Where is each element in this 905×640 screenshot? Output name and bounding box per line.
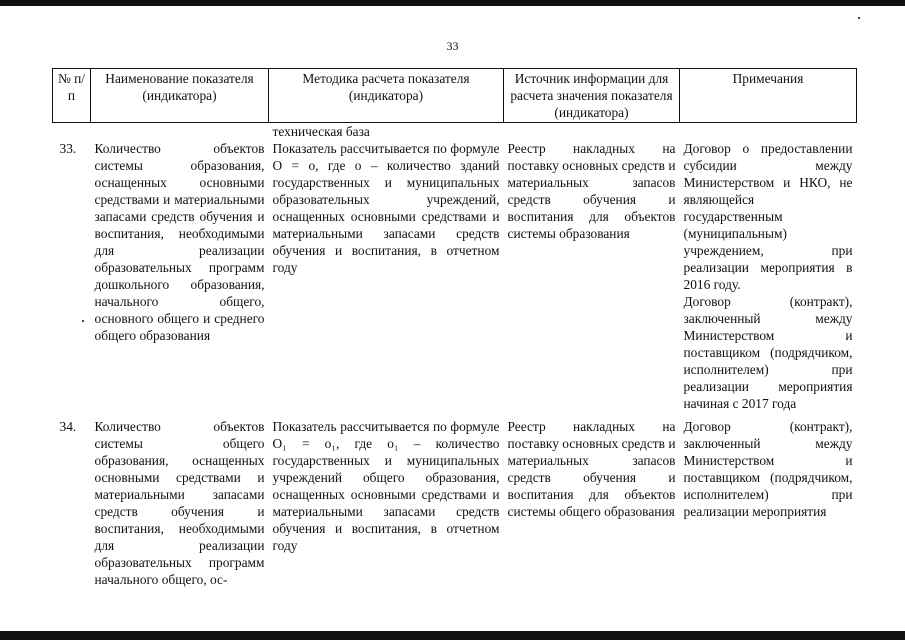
table-header-row: [53, 69, 857, 123]
row-notes: [680, 140, 857, 412]
scan-top-border: [0, 0, 905, 6]
row-notes-part: Договор о предоставлении субсидии между Министерством и НКО, не являющейся государственным (муниципальным) учреждением, при реализации мероприятия в 2016 году.: [683, 141, 853, 292]
indicators-table: [52, 68, 857, 588]
page-number: 33: [446, 39, 459, 53]
scan-bottom-border: [0, 631, 905, 640]
row-source: Реестр накладных на поставку основных средств и материальных запасов средств обучения и воспитания для объектов системы общего образования: [507, 419, 676, 519]
row-num: 34.: [59, 419, 77, 434]
row-name: Количество объектов системы образования, оснащенных основными средствами и материальными запасами средств обучения и воспитания, необходимыми для реализации образовательных программ дошкольного образования, начального общего, основного общего и среднего общего образования: [94, 141, 265, 343]
row-notes: [680, 418, 857, 588]
row-num: 33.: [59, 141, 77, 156]
row-source: Реестр накладных на поставку основных средств и материальных запасов средств обучения и воспитания для объектов системы образования: [507, 141, 676, 241]
row-notes-part: Договор (контракт), заключенный между Министерством и поставщиком (подрядчиком, исполнителем) при реализации мероприятия: [683, 419, 853, 519]
row-name: Количество объектов системы общего образования, оснащенных основными средствами и материальными запасами средств обучения и воспитания, необходимыми для реализации образовательных программ начального общего, ос-: [94, 419, 265, 587]
row-notes-part: Договор (контракт), заключенный между Министерством и поставщиком (подрядчиком, исполнителем) при реализации мероприятия начиная с 2017 года: [683, 294, 853, 411]
header-method: Методика расчета показателя (индикатора): [269, 69, 504, 123]
header-notes: Примечания: [680, 69, 857, 123]
carryover-text: техническая база: [272, 124, 370, 139]
table-row: [53, 140, 857, 412]
row-method: Показатель рассчитывается по формуле О = о, где о – количество зданий государственных и муниципальных образовательных учреждений, оснащенных основными средствами и материальными запасами средств обучения и воспитания, в отчетном году: [272, 141, 500, 275]
header-name: Наименование показателя (индикатора): [91, 69, 269, 123]
scan-speck: [858, 17, 860, 19]
table-row: [53, 418, 857, 588]
header-num: № п/п: [53, 69, 91, 123]
carryover-row: [53, 123, 857, 141]
row-method: Показатель рассчитывается по формуле О₁ = о₁, где о₁ – количество государственных и муниципальных учреждений общего образования, оснащенных основными средствами и материальными запасами средств обучения и воспитания, в отчетном году: [272, 419, 500, 553]
header-source: Источник информации для расчета значения показателя (индикатора): [504, 69, 680, 123]
